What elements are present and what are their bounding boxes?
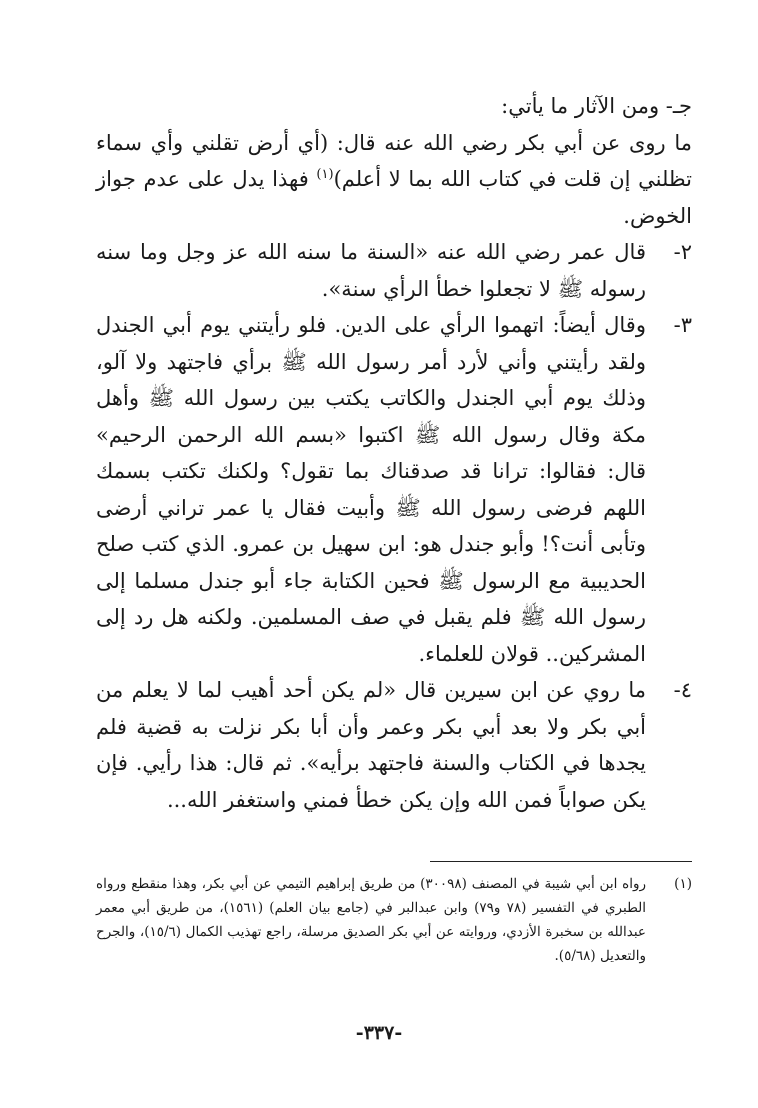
item-text: قال عمر رضي الله عنه «السنة ما سنه الله عز وجل وما سنه رسوله ﷺ لا تجعلوا خطأ الرأي سنة». bbox=[96, 240, 646, 301]
item-text: وقال أيضاً: اتهموا الرأي على الدين. فلو رأيتني يوم أبي الجندل ولقد رأيتني وأني لأرد أمر رسول الله ﷺ برأي فاجتهد ولا آلو، وذلك يوم أبي الجندل والكاتب يكتب بين رسول الله ﷺ وأهل مكة وقال رسول الله ﷺ اكتبوا «بسم الله الرحمن الرحيم» قال: فقالوا: ترانا قد صدقناك بما تقول؟ ولكنك تكتب بسمك اللهم فرضى رسول الله ﷺ وأبيت فقال يا عمر تراني أرضى وتأبى أنت؟! وأبو جندل هو: ابن سهيل بن عمرو. الذي كتب صلح الحديبية مع الرسول ﷺ فحين الكتابة جاء أبو جندل مسلما إلى رسول الله ﷺ فلم يقبل في صف المسلمين. ولكنه هل رد إلى المشركين.. قولان للعلماء. bbox=[96, 313, 646, 666]
list-item bbox=[96, 234, 692, 307]
intro-paragraph bbox=[96, 125, 692, 235]
list-item bbox=[96, 672, 692, 818]
item-number: ٤- bbox=[673, 678, 692, 702]
item-number: ٣- bbox=[673, 313, 692, 337]
footnotes-section bbox=[96, 872, 692, 968]
footnote-text: رواه ابن أبي شيبة في المصنف (٣٠٠٩٨) من طريق إبراهيم التيمي عن أبي بكر، وهذا منقطع ورواه الطبري في التفسير (٧٨ و٧٩) وابن عبدالبر في (جامع بيان العلم) (١٥٦١)، من طريق أبي معمر عبدالله بن سخبرة الأزدي، وروايته عن أبي بكر الصديق مرسلة، راجع تهذيب الكمال (١٥/٦)، والجرح والتعديل (٥/٦٨). bbox=[96, 876, 647, 964]
page-number: -٣٣٧- bbox=[355, 1022, 403, 1044]
footnote-reference[interactable]: (١) bbox=[316, 167, 334, 182]
item-text: ما روي عن ابن سيرين قال «لم يكن أحد أهيب لما لا يعلم من أبي بكر ولا بعد أبي بكر وعمر وأن أبا بكر نزلت به قضية فلم يجدها في الكتاب والسنة فاجتهد برأيه». ثم قال: هذا رأيي. فإن يكن صواباً فمن الله وإن يكن خطأ فمني واستغفر الله... bbox=[96, 678, 646, 812]
section-heading: جـ- ومن الآثار ما يأتي: bbox=[501, 94, 692, 118]
list-item bbox=[96, 307, 692, 672]
footnote bbox=[96, 872, 692, 968]
footnote-number: (١) bbox=[674, 876, 692, 892]
main-text bbox=[96, 88, 692, 818]
intro-text-part2: فهذا يدل على عدم جواز الخوض. bbox=[96, 167, 692, 228]
footnote-divider bbox=[430, 861, 692, 862]
intro-text-part1: ما روى عن أبي بكر رضي الله عنه قال: (أي أرض تقلني وأي سماء تظلني إن قلت في كتاب الله بما لا أعلم) bbox=[96, 130, 693, 191]
item-number: ٢- bbox=[673, 240, 692, 264]
